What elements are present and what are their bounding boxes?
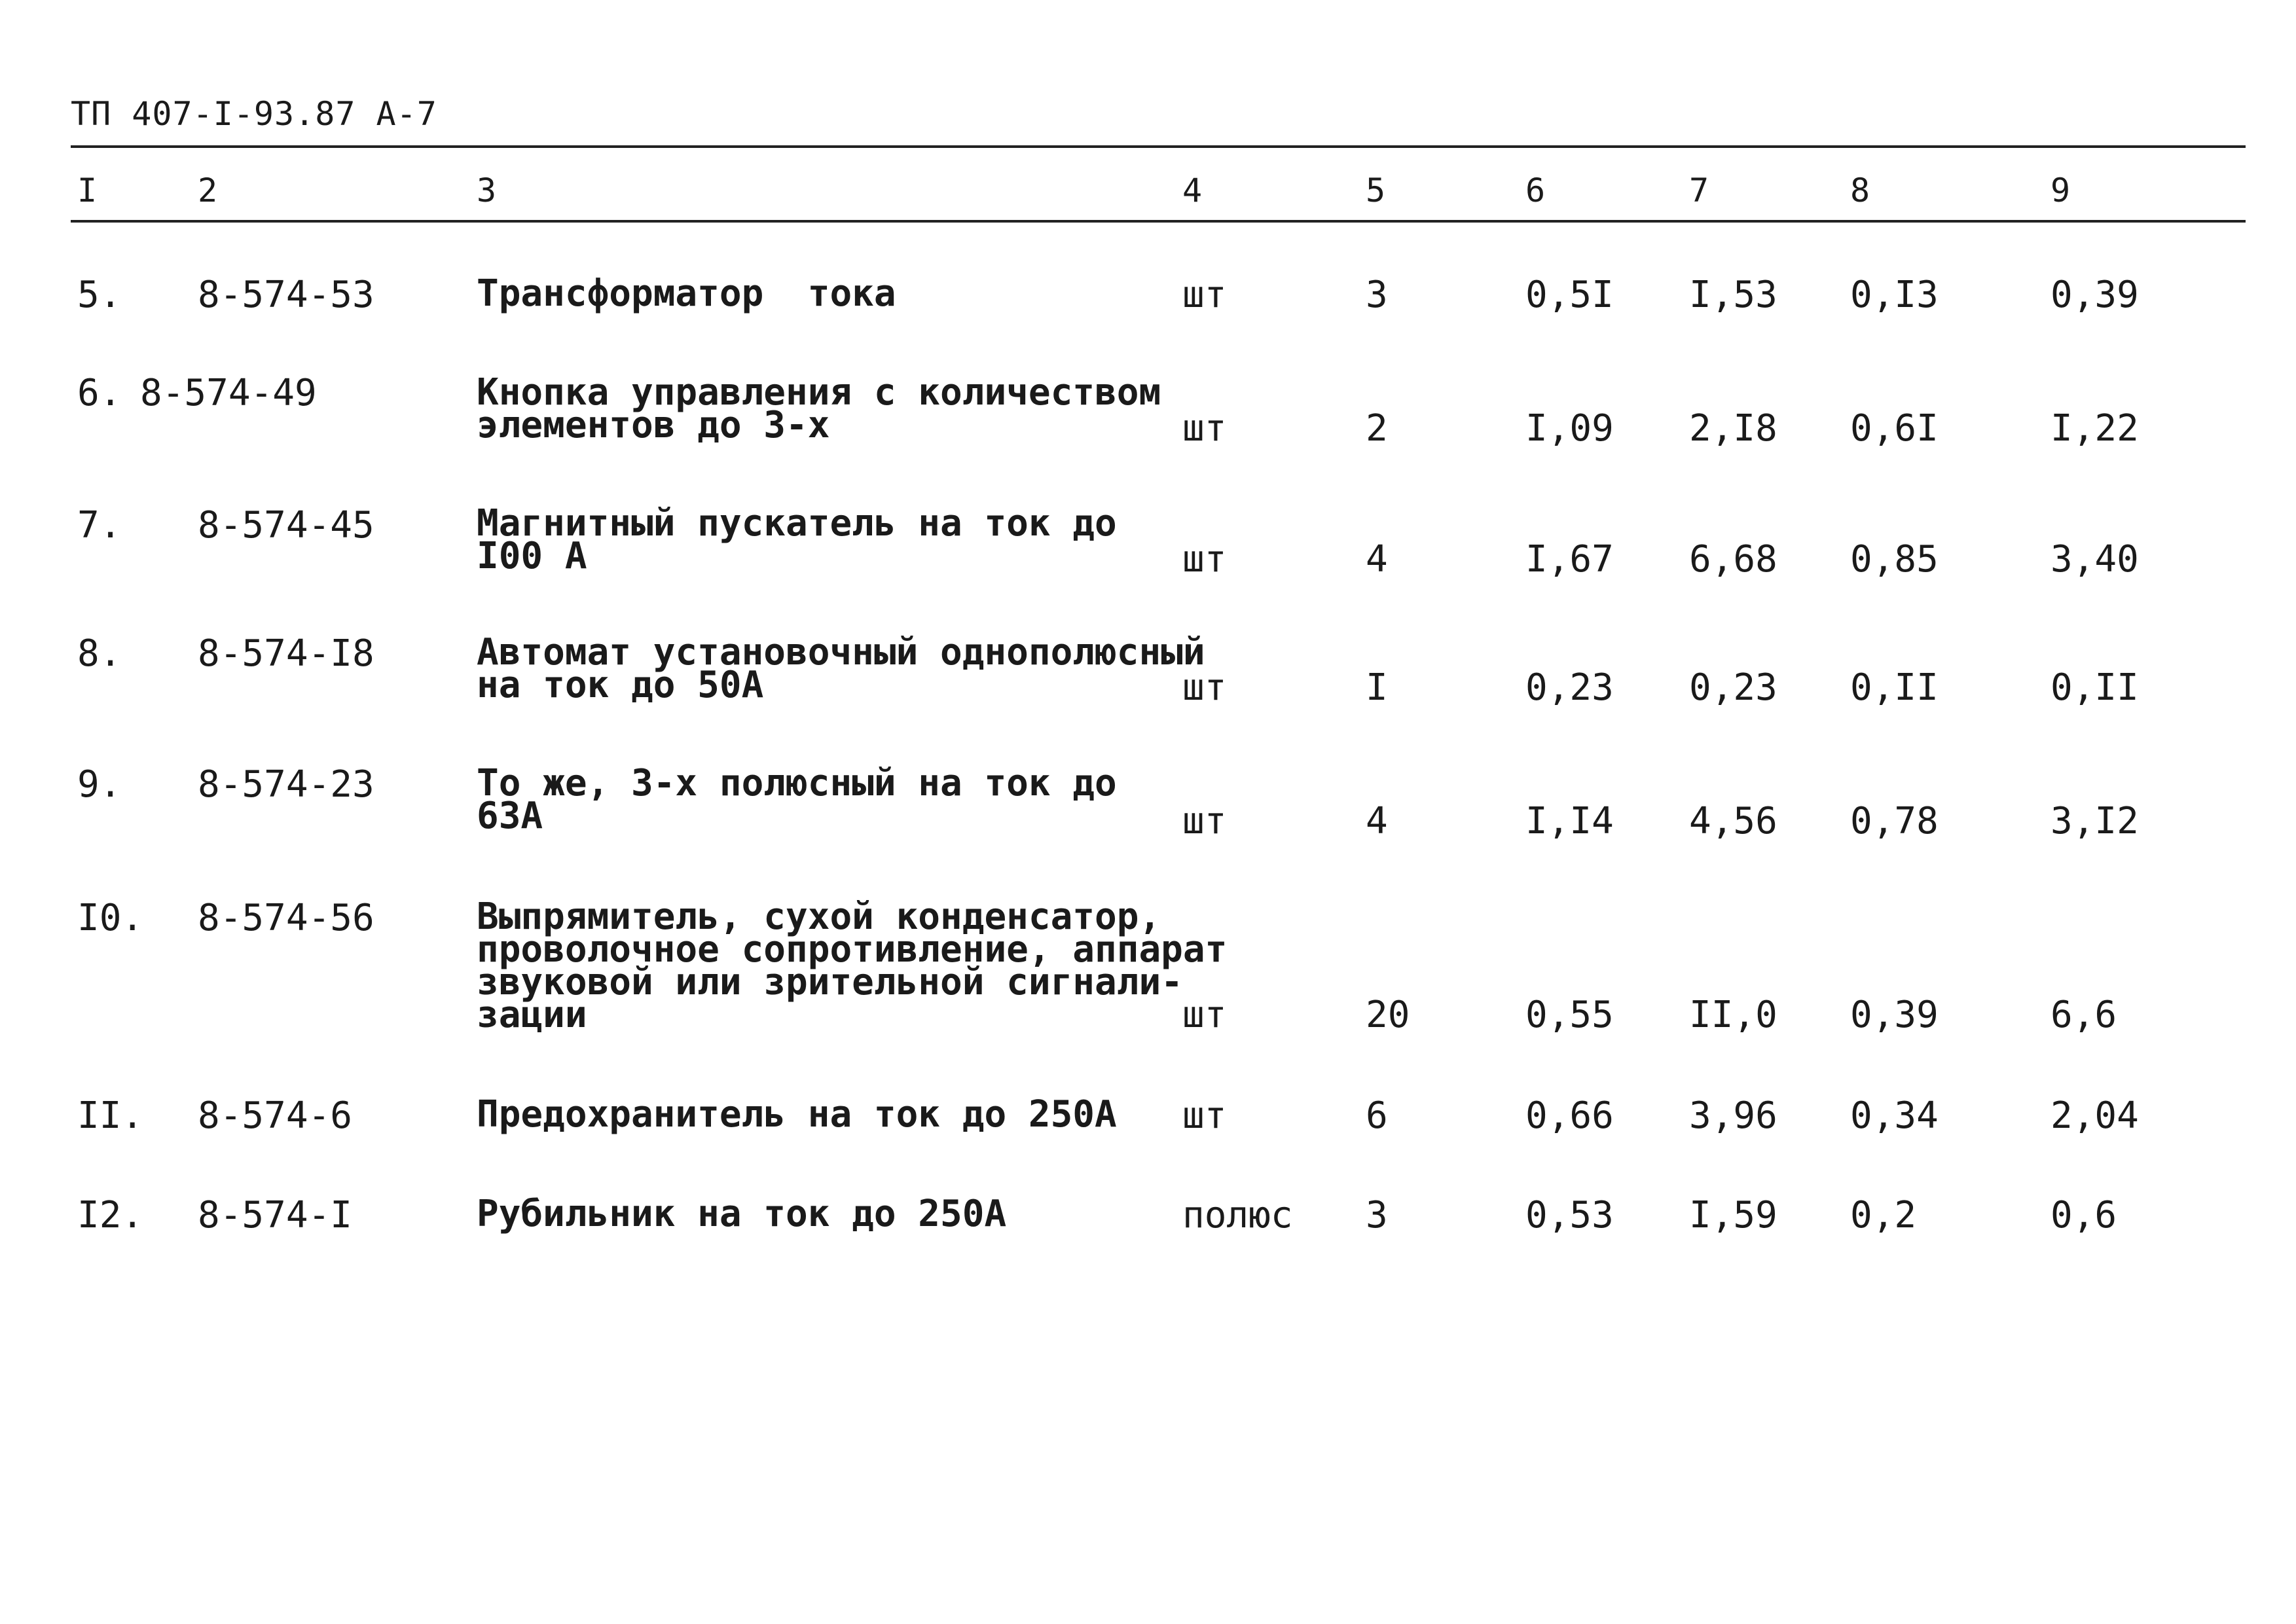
col-7-value: 6,68 bbox=[1689, 538, 1777, 581]
col-7-value: I,53 bbox=[1689, 274, 1777, 316]
col-8-value: 0,34 bbox=[1850, 1094, 1939, 1137]
document-code: ТП 407-I-93.87 А-7 bbox=[71, 95, 437, 133]
col-6-value: I,67 bbox=[1525, 538, 1614, 581]
unit: шт bbox=[1182, 994, 1227, 1036]
item-name: Выпрямитель, сухой конденсатор, проволочное сопротивление, аппарат звуковой или зрительной сигнали- зации bbox=[477, 895, 1228, 1036]
quantity: 6 bbox=[1366, 1094, 1388, 1137]
col-6-value: 0,53 bbox=[1525, 1194, 1614, 1236]
rate-code: 8-574-53 bbox=[198, 274, 374, 316]
col-7-value: 2,I8 bbox=[1689, 407, 1777, 450]
unit: шт bbox=[1182, 538, 1227, 581]
col-7-value: 4,56 bbox=[1689, 800, 1777, 842]
quantity: 3 bbox=[1366, 274, 1388, 316]
col-9-value: 0,39 bbox=[2050, 274, 2139, 316]
header-col-8: 8 bbox=[1850, 171, 1870, 209]
col-8-value: 0,II bbox=[1850, 666, 1939, 709]
quantity: I bbox=[1366, 666, 1388, 709]
header-col-1: I bbox=[77, 171, 98, 209]
unit: шт bbox=[1182, 666, 1227, 709]
unit: шт bbox=[1182, 1094, 1227, 1137]
row-number: I0. bbox=[77, 897, 144, 939]
row-number: I2. bbox=[77, 1194, 144, 1236]
quantity: 20 bbox=[1366, 994, 1410, 1036]
item-name: То же, 3-х полюсный на ток до 63А bbox=[477, 762, 1117, 837]
col-6-value: 0,5I bbox=[1525, 274, 1614, 316]
col-7-value: II,0 bbox=[1689, 994, 1777, 1036]
col-8-value: 0,78 bbox=[1850, 800, 1939, 842]
header-col-6: 6 bbox=[1525, 171, 1546, 209]
col-7-value: 0,23 bbox=[1689, 666, 1777, 709]
row-number: 5. bbox=[77, 274, 122, 316]
col-8-value: 0,85 bbox=[1850, 538, 1939, 581]
row-number: 6. bbox=[77, 372, 122, 414]
quantity: 4 bbox=[1366, 800, 1388, 842]
item-name: Трансформатор тока bbox=[477, 272, 896, 315]
col-6-value: I,I4 bbox=[1525, 800, 1614, 842]
rate-code: 8-574-6 bbox=[198, 1094, 353, 1137]
rate-code: 8-574-56 bbox=[198, 897, 374, 939]
row-number: II. bbox=[77, 1094, 144, 1137]
header-col-4: 4 bbox=[1182, 171, 1203, 209]
header-col-3: 3 bbox=[477, 171, 497, 209]
col-7-value: I,59 bbox=[1689, 1194, 1777, 1236]
col-6-value: 0,55 bbox=[1525, 994, 1614, 1036]
col-9-value: I,22 bbox=[2050, 407, 2139, 450]
col-6-value: 0,23 bbox=[1525, 666, 1614, 709]
unit: шт bbox=[1182, 800, 1227, 842]
col-9-value: 0,6 bbox=[2050, 1194, 2117, 1236]
col-9-value: 3,I2 bbox=[2050, 800, 2139, 842]
item-name: Предохранитель на ток до 250А bbox=[477, 1093, 1117, 1136]
quantity: 3 bbox=[1366, 1194, 1388, 1236]
col-8-value: 0,2 bbox=[1850, 1194, 1917, 1236]
rate-code: 8-574-I bbox=[198, 1194, 353, 1236]
col-9-value: 2,04 bbox=[2050, 1094, 2139, 1137]
col-7-value: 3,96 bbox=[1689, 1094, 1777, 1137]
item-name: Автомат установочный однополюсный на ток до 50А bbox=[477, 631, 1205, 706]
row-number: 9. bbox=[77, 763, 122, 806]
item-name: Магнитный пускатель на ток до I00 А bbox=[477, 502, 1117, 577]
rate-code: 8-574-I8 bbox=[198, 632, 374, 675]
row-number: 8. bbox=[77, 632, 122, 675]
row-number: 7. bbox=[77, 504, 122, 547]
col-6-value: I,09 bbox=[1525, 407, 1614, 450]
top-rule bbox=[71, 145, 2246, 148]
col-8-value: 0,39 bbox=[1850, 994, 1939, 1036]
col-8-value: 0,I3 bbox=[1850, 274, 1939, 316]
header-col-5: 5 bbox=[1366, 171, 1386, 209]
col-6-value: 0,66 bbox=[1525, 1094, 1614, 1137]
header-col-9: 9 bbox=[2050, 171, 2071, 209]
unit: шт bbox=[1182, 407, 1227, 450]
item-name: Кнопка управления с количеством элементов до 3-х bbox=[477, 371, 1161, 446]
col-9-value: 0,II bbox=[2050, 666, 2139, 709]
quantity: 4 bbox=[1366, 538, 1388, 581]
quantity: 2 bbox=[1366, 407, 1388, 450]
header-col-7: 7 bbox=[1689, 171, 1709, 209]
unit: шт bbox=[1182, 274, 1227, 316]
rate-code: 8-574-23 bbox=[198, 763, 374, 806]
rate-code: 8-574-49 bbox=[140, 372, 317, 414]
col-9-value: 6,6 bbox=[2050, 994, 2117, 1036]
item-name: Рубильник на ток до 250А bbox=[477, 1193, 1007, 1235]
col-9-value: 3,40 bbox=[2050, 538, 2139, 581]
header-rule bbox=[71, 220, 2246, 223]
rate-code: 8-574-45 bbox=[198, 504, 374, 547]
header-col-2: 2 bbox=[198, 171, 218, 209]
col-8-value: 0,6I bbox=[1850, 407, 1939, 450]
unit: полюс bbox=[1182, 1194, 1293, 1236]
